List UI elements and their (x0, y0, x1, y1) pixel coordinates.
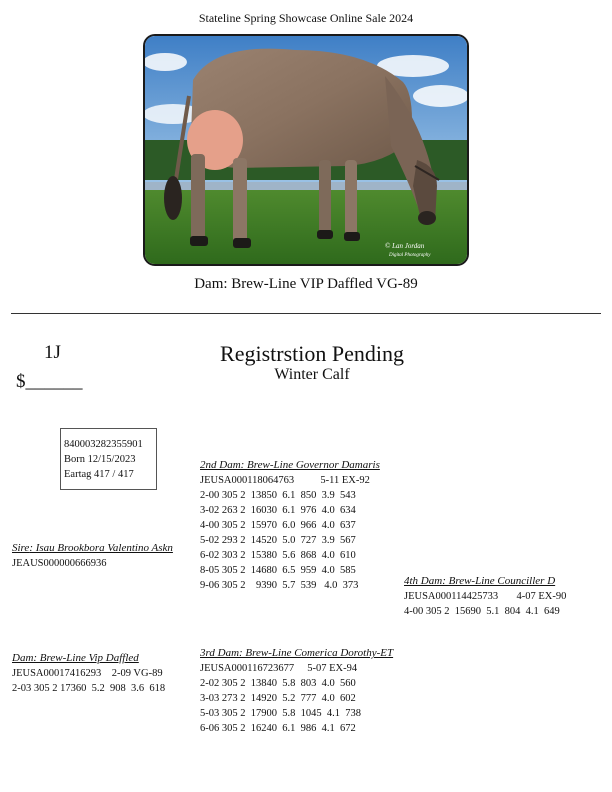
cow-photo (143, 34, 469, 266)
registration-status: Registrstion Pending (220, 341, 404, 366)
dam-heading: Dam: Brew-Line Vip Daffled (12, 652, 139, 664)
second-dam-section (200, 458, 380, 593)
sire-name: : Isau Brookbora Valentino Askn (29, 542, 173, 554)
dam-line: JEUSA00017416293 2-09 VG-89 (12, 668, 163, 679)
photo-credit: © Lan Jordan (385, 242, 425, 250)
price-blank: $______ (16, 371, 83, 392)
second-dam-line: 9-06 305 2 9390 5.7 539 4.0 373 (200, 580, 359, 591)
animal-id-box (60, 428, 157, 490)
second-dam-line: 8-05 305 2 14680 6.5 959 4.0 585 (200, 565, 356, 576)
third-dam-line: 5-03 305 2 17900 5.8 1045 4.1 738 (200, 708, 361, 719)
sire-heading (12, 541, 173, 556)
second-dam-line: 3-02 263 2 16030 6.1 976 4.0 634 (200, 505, 356, 516)
third-dam-line: 3-03 273 2 14920 5.2 777 4.0 602 (200, 693, 356, 704)
sire-prefix: Sire (12, 542, 30, 554)
third-dam-section (200, 646, 393, 736)
second-dam-heading: 2nd Dam: Brew-Line Governor Damaris (200, 459, 380, 471)
lot-number: 1J (44, 342, 61, 363)
third-dam-heading: 3rd Dam: Brew-Line Comerica Dorothy-ET (200, 647, 394, 659)
second-dam-line: JEUSA000118064763 5-11 EX-92 (200, 475, 370, 486)
sire-section (12, 541, 173, 571)
second-dam-line: 4-00 305 2 15970 6.0 966 4.0 637 (200, 520, 356, 531)
second-dam-line: 6-02 303 2 15380 5.6 868 4.0 610 (200, 550, 356, 561)
fourth-dam-line: JEUSA000114425733 4-07 EX-90 (404, 591, 567, 602)
dam-caption: Dam: Brew-Line VIP Daffled VG-89 (194, 276, 418, 292)
third-dam-line: JEUSA000116723677 5-07 EX-94 (200, 663, 358, 674)
dam-section (12, 651, 165, 696)
eartag: Eartag 417 / 417 (64, 469, 134, 480)
fourth-dam-line: 4-00 305 2 15690 5.1 804 4.1 649 (404, 606, 560, 617)
cow-illustration (145, 36, 467, 264)
divider (11, 313, 601, 314)
animal-id: 840003282355901 (64, 439, 143, 450)
photo-credit-sub: Digital Photography (389, 253, 431, 258)
fourth-dam-section (404, 574, 566, 619)
third-dam-line: 2-02 305 2 13840 5.8 803 4.0 560 (200, 678, 356, 689)
sire-registration: JEAUS000000666936 (12, 558, 107, 569)
sale-title: Stateline Spring Showcase Online Sale 2024 (198, 11, 414, 25)
second-dam-line: 2-00 305 2 13850 6.1 850 3.9 543 (200, 490, 356, 501)
fourth-dam-heading: 4th Dam: Brew-Line Counciller D (404, 575, 556, 587)
dam-line: 2-03 305 2 17360 5.2 908 3.6 618 (12, 683, 166, 694)
second-dam-line: 5-02 293 2 14520 5.0 727 3.9 567 (200, 535, 356, 546)
third-dam-line: 6-06 305 2 16240 6.1 986 4.1 672 (200, 723, 356, 734)
class-label: Winter Calf (274, 366, 350, 383)
birth-date: Born 12/15/2023 (64, 454, 136, 465)
